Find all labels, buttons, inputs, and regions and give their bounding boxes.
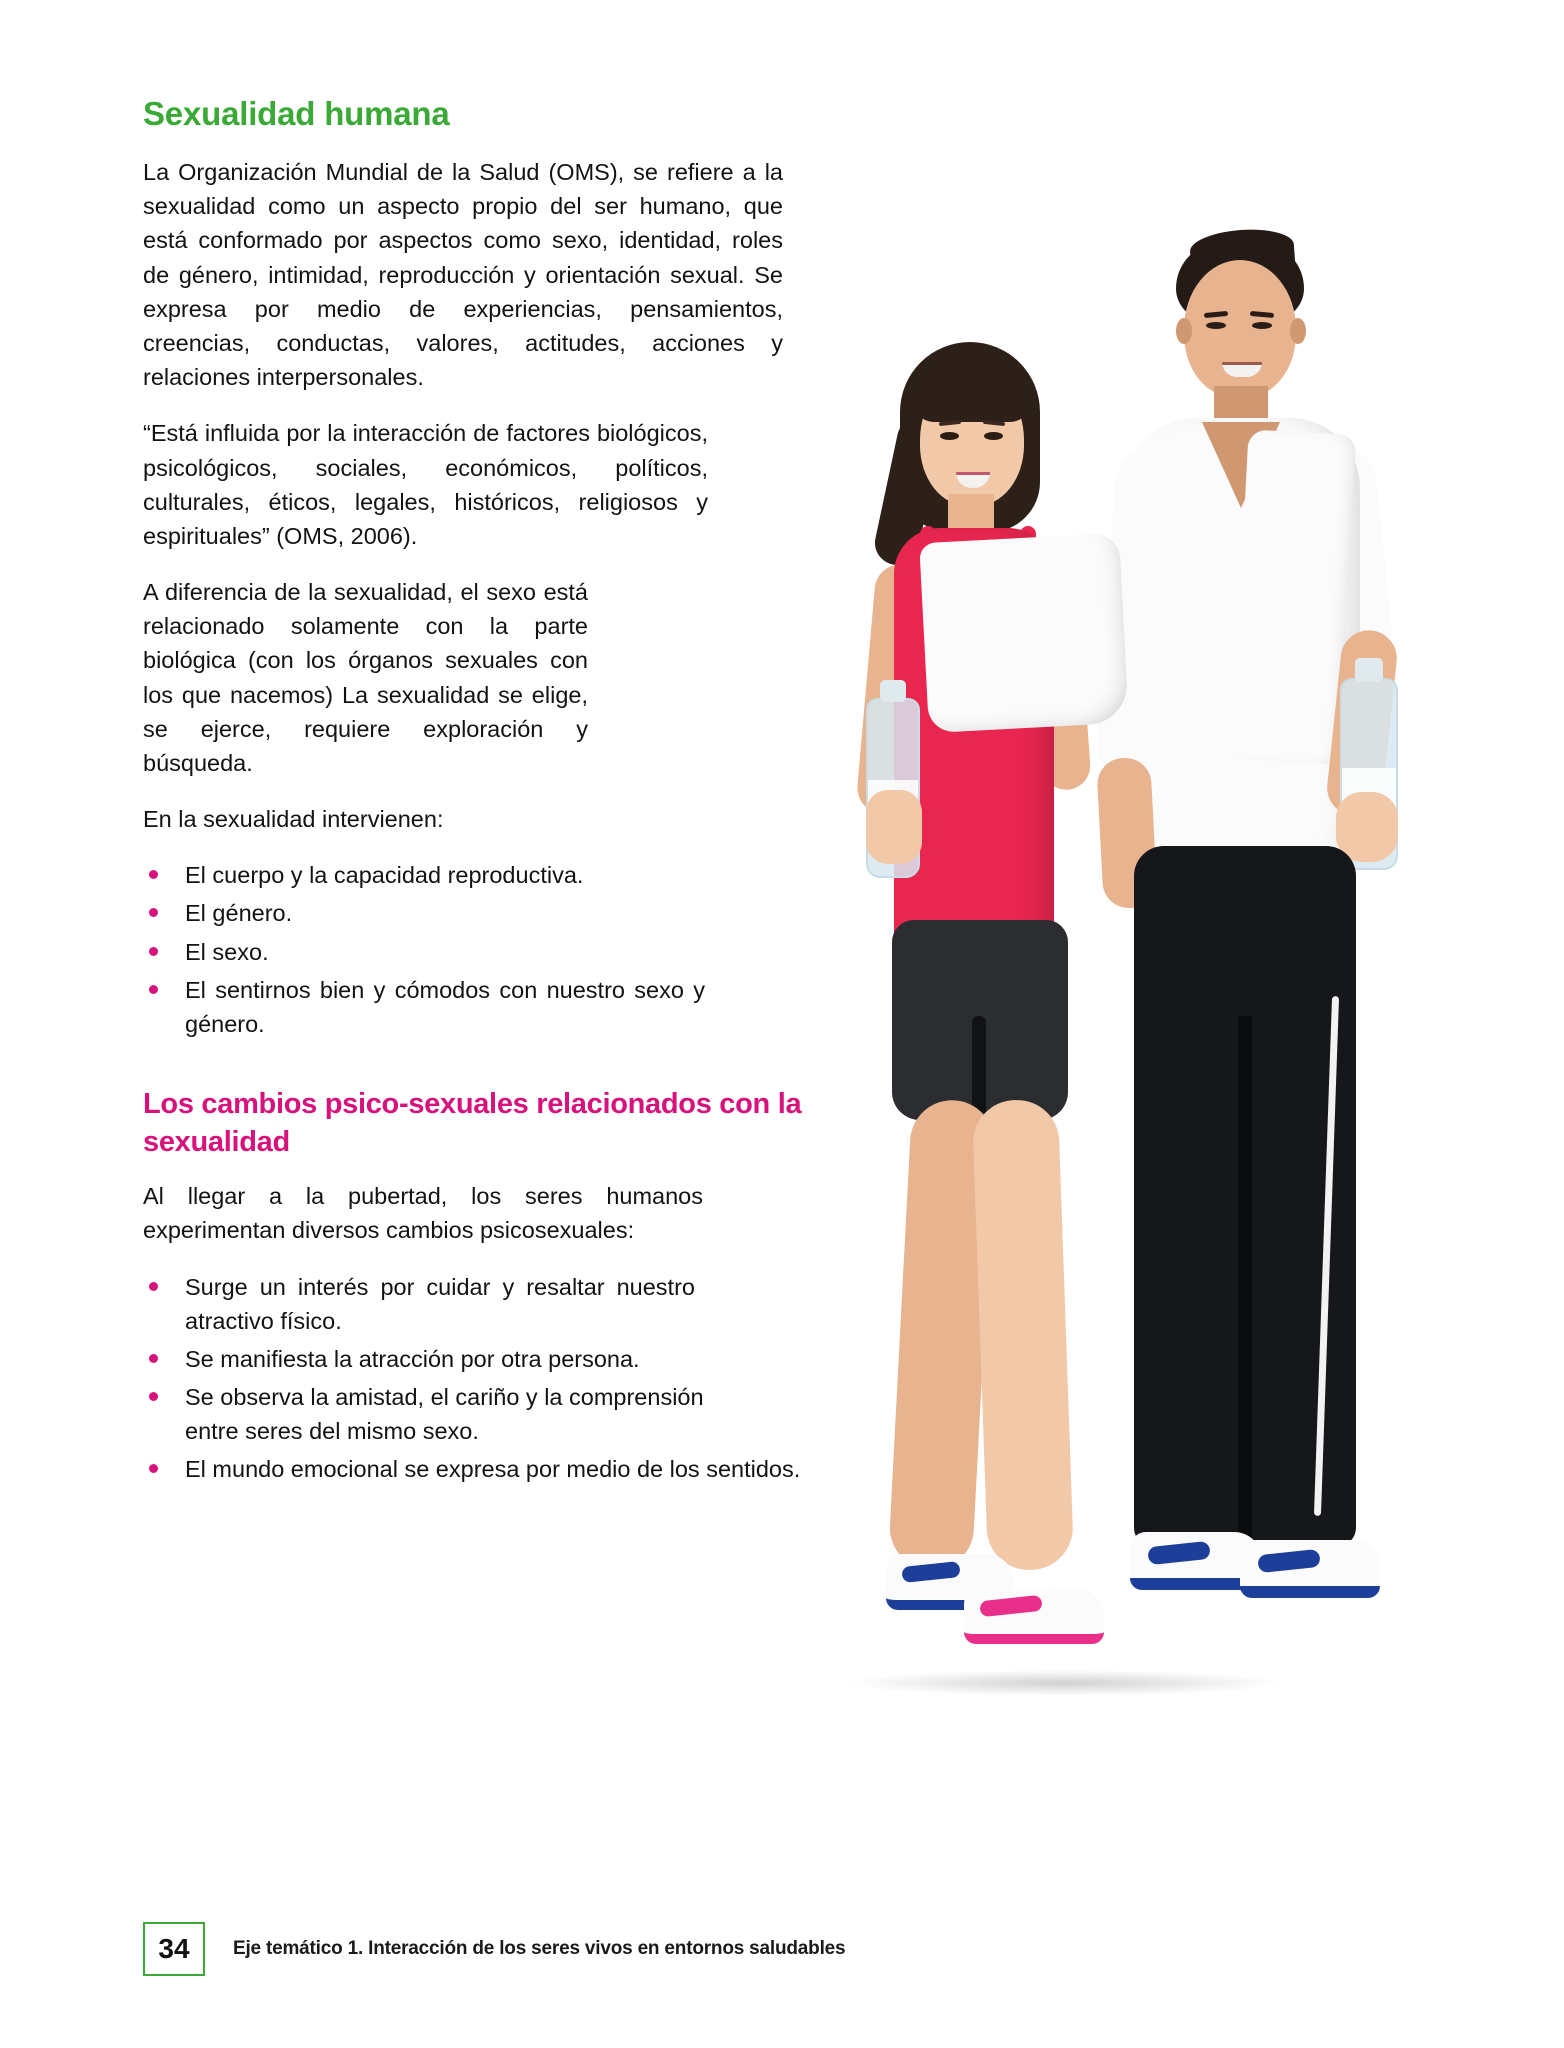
bullet-dot-icon: [149, 870, 158, 879]
list-cambios-psicosexuales: [143, 1270, 843, 1486]
paragraph-pubertad-intro: Al llegar a la pubertad, los seres humanos experimentan diversos cambios psicosexuales:: [143, 1183, 703, 1244]
spacer: [143, 1059, 843, 1085]
bullet-dot-icon: [149, 1464, 158, 1473]
list-item: [143, 973, 705, 1041]
male-shoe-right: [1240, 1540, 1380, 1598]
female-towel: [919, 533, 1129, 733]
bottle-cap-icon: [1355, 658, 1383, 682]
female-hand-left: [866, 790, 922, 864]
male-pants-stripe: [1314, 996, 1339, 1516]
female-shoe-right: [964, 1588, 1104, 1644]
bottle-cap-icon: [880, 680, 906, 702]
bullet-dot-icon: [149, 985, 158, 994]
bullet-dot-icon: [149, 947, 158, 956]
paragraph-intervienen-intro: En la sexualidad intervienen:: [143, 806, 444, 833]
female-hair-top: [912, 356, 1032, 422]
list-item: [143, 1342, 843, 1376]
paragraph-oms-definition: La Organización Mundial de la Salud (OMS), se refiere a la sexualidad como un aspecto propio del ser humano, que está conformado por aspectos como sexo, identidad, roles de género, intimidad, reproducción y orientación sexual. Se expresa por medio de experiencias, pensamientos, creencias, conductas, valores, actitudes, acciones y relaciones interpersonales.: [143, 159, 783, 391]
paragraph-sexo-vs-sexualidad: A diferencia de la sexualidad, el sexo está relacionado solamente con la parte biológica (con los órganos sexuales con los que nacemos) La sexualidad se elige, se ejerce, requiere exploración y búsqueda.: [143, 579, 588, 776]
page-title: Sexualidad humana: [143, 95, 450, 132]
bullet-dot-icon: [149, 1282, 158, 1291]
male-hand-right: [1336, 792, 1398, 862]
female-leg-right: [972, 1099, 1074, 1572]
list-item-label: El sentirnos bien y cómodos con nuestro sexo y género.: [185, 976, 705, 1037]
list-item: [143, 896, 843, 930]
male-ear-right: [1290, 318, 1306, 344]
bullet-dot-icon: [149, 908, 158, 917]
page-number: 34: [143, 1922, 205, 1976]
male-eye-right: [1252, 322, 1272, 329]
list-item: [143, 1270, 695, 1338]
list-item-label: El cuerpo y la capacidad reproductiva.: [185, 862, 584, 889]
footer-theme-label: Eje temático 1. Interacción de los seres vivos en entornos saludables: [233, 1938, 846, 1959]
list-item-label: El mundo emocional se expresa por medio de los sentidos.: [185, 1455, 801, 1482]
male-head: [1184, 260, 1296, 398]
paragraph-oms-quote: “Está influida por la interacción de factores biológicos, psicológicos, sociales, económicos, políticos, culturales, éticos, legales, históricos, religiosos y espirituales” (OMS, 2006).: [143, 420, 708, 549]
article-content: [143, 95, 843, 1504]
list-intervienen: [143, 858, 843, 1040]
subsection-title: Los cambios psico-sexuales relacionados con la sexualidad: [143, 1087, 802, 1158]
female-eye-right: [984, 432, 1003, 440]
list-item-label: El sexo.: [185, 938, 269, 965]
female-shorts: [892, 920, 1068, 1120]
spacer: [143, 1161, 843, 1179]
bullet-dot-icon: [149, 1354, 158, 1363]
list-item-label: El género.: [185, 900, 293, 927]
female-eye-left: [940, 432, 959, 440]
page-footer: [143, 1922, 845, 1976]
male-eye-left: [1206, 322, 1226, 329]
bullet-dot-icon: [149, 1392, 158, 1401]
list-item-label: Se observa la amistad, el cariño y la comprensión entre seres del mismo sexo.: [185, 1383, 704, 1444]
list-item-label: Se manifiesta la atracción por otra persona.: [185, 1345, 640, 1372]
list-item: [143, 1380, 755, 1448]
list-item: [143, 935, 843, 969]
list-item: [143, 858, 843, 892]
list-item-label: Surge un interés por cuidar y resaltar nuestro atractivo físico.: [185, 1273, 695, 1334]
list-item: [143, 1452, 825, 1486]
